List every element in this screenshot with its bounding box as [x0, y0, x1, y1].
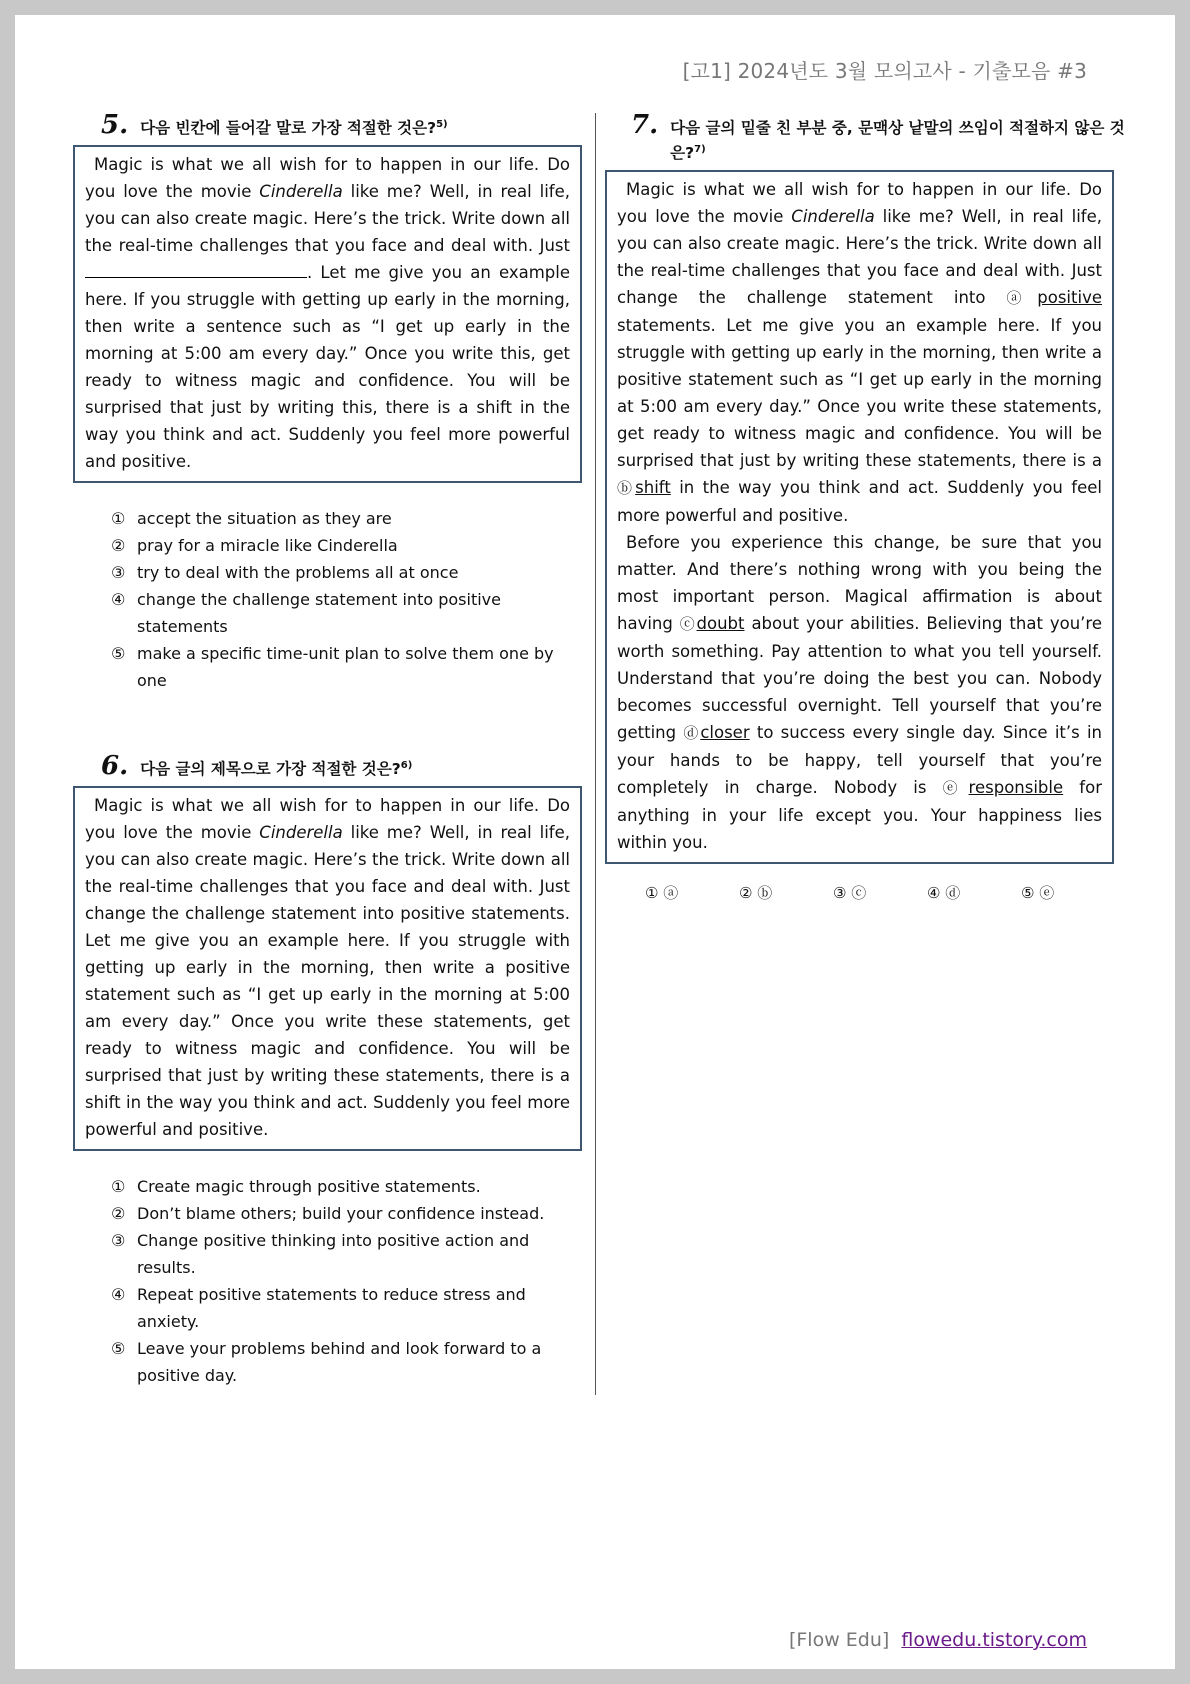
passage-text: Magic is what we all wish for to happen in our life. Do you love the movie — [85, 155, 570, 201]
option-number: ④ — [111, 1285, 126, 1304]
page-header: [고1] 2024년도 3월 모의고사 - 기출모음 #3 — [682, 59, 1087, 83]
option-text: pray for a miracle like Cinderella — [137, 536, 398, 555]
marker-d: ⓓ — [683, 724, 701, 742]
footer-link[interactable]: flowedu.tistory.com — [901, 1629, 1087, 1651]
option[interactable] — [111, 1173, 566, 1200]
option-text: try to deal with the problems all at once — [137, 563, 459, 582]
footnote-marker: 5) — [436, 118, 448, 130]
option[interactable] — [111, 1227, 566, 1281]
question-number: 7. — [631, 110, 659, 140]
option-number: ② — [111, 1204, 126, 1223]
option[interactable]: ① ⓐ — [645, 884, 679, 902]
option[interactable] — [111, 1281, 566, 1335]
question-7 — [605, 110, 1135, 903]
option-text: Don’t blame others; build your confidence instead. — [137, 1204, 545, 1223]
passage-text: statements. Let me give you an example here. If you struggle with getting up early in the morning, then write a positive statement such as “I get up early in the morning at 5:00 am every day.” Once you write these statements, get ready to witness magic and confidence. You will be surprised that just by writing these statements, there is a — [617, 316, 1102, 470]
option-text: Repeat positive statements to reduce stress and anxiety. — [137, 1285, 526, 1331]
footer-source: [Flow Edu] — [788, 1629, 890, 1651]
option-number: ⑤ — [111, 1339, 126, 1358]
passage-text: Magic is what we all wish for to happen in our life. Do you love the movie — [85, 796, 570, 842]
option-text: make a specific time-unit plan to solve them one by one — [137, 644, 554, 690]
passage-text: Magic is what we all wish for to happen in our life. Do you love the movie — [617, 180, 1102, 226]
question-6-passage — [73, 786, 582, 1151]
option-text: Create magic through positive statements. — [137, 1177, 481, 1196]
passage-text: like me? Well, in real life, you can also create magic. Here’s the trick. Write down all the real-time challenges that you face and deal with. Just change the challenge statement into — [617, 207, 1103, 307]
page-footer — [789, 1629, 1087, 1651]
question-7-title — [605, 110, 1135, 166]
marker-e: ⓔ — [942, 779, 969, 797]
option-number: ④ — [111, 590, 126, 609]
answer-blank — [85, 263, 307, 278]
right-column — [605, 110, 1135, 903]
question-text: 다음 글의 제목으로 가장 적절한 것은? — [140, 760, 401, 778]
question-5-passage — [73, 145, 582, 483]
option[interactable]: ④ ⓓ — [927, 884, 961, 902]
passage-text: like me? Well, in real life, you can also create magic. Here’s the trick. Write down all the real-time challenges that you face and deal with. Just — [85, 182, 571, 255]
passage-text: . Let me give you an example here. If you struggle with getting up early in the morning, then write a sentence such as “I get up early in the morning at 5:00 am every day.” Once you write this, get ready to witness magic and confidence. You will be surprised that just by writing this, there is a shift in the way you think and act. Suddenly you feel more powerful and positive. — [85, 263, 570, 471]
question-6-options — [111, 1173, 566, 1389]
footnote-marker: 7) — [694, 143, 706, 155]
exam-page — [15, 15, 1175, 1669]
footnote-marker: 6) — [400, 759, 413, 771]
passage-text: like me? Well, in real life, you can also create magic. Here’s the trick. Write down all the real-time challenges that you face and deal with. Just change the challenge statement into positive statements. Let me give you an example here. If you struggle with getting up early in the morning, then write a positive statement such as “I get up early in the morning at 5:00 am every day.” Once you write these statements, get ready to witness magic and confidence. You will be surprised that just by writing these statements, there is a shift in the way you think and act. Suddenly you feel more powerful and positive. — [85, 823, 571, 1139]
passage-text: for anything in your life except you. Your happiness lies within you. — [617, 778, 1102, 852]
underlined-word-b: shift — [635, 478, 671, 497]
question-7-options — [645, 882, 1135, 903]
movie-title: Cinderella — [259, 182, 343, 201]
marker-c: ⓒ — [679, 615, 697, 633]
option-text: accept the situation as they are — [137, 509, 392, 528]
question-7-passage — [605, 170, 1114, 864]
passage-text: Before you experience this change, be sure that you matter. And there’s nothing wrong with you being the most important person. Magical affirmation is about having — [617, 533, 1102, 633]
option-number: ② — [111, 536, 126, 555]
question-5-options — [111, 505, 566, 694]
underlined-word-e: responsible — [968, 778, 1064, 797]
option-number: ③ — [111, 1231, 126, 1250]
question-5-title — [73, 110, 603, 141]
movie-title: Cinderella — [791, 207, 875, 226]
question-5 — [73, 110, 603, 694]
question-number: 5. — [101, 110, 129, 140]
option[interactable]: ② ⓑ — [739, 884, 773, 902]
option-text: Change positive thinking into positive action and results. — [137, 1231, 530, 1277]
question-6 — [73, 751, 603, 1389]
option[interactable]: ⑤ ⓔ — [1021, 884, 1055, 902]
option-number: ① — [111, 1177, 126, 1196]
underlined-word-a: positive — [1037, 288, 1102, 307]
left-column — [73, 110, 603, 1389]
passage-text: in the way you think and act. Suddenly you feel more powerful and positive. — [617, 478, 1102, 525]
passage-text: to success every single day. Since it’s in your hands to be happy, tell yourself that you’re completely in charge. Nobody is — [617, 723, 1102, 797]
passage-text: about your abilities. Believing that you’re worth something. Pay attention to what you tell yourself. Understand that you’re doing the best you can. Nobody becomes successful overnight. Tell yourself that you’re getting — [617, 614, 1102, 742]
question-text: 다음 글의 밑줄 친 부분 중, 문맥상 낱말의 쓰임이 적절하지 않은 것은? — [670, 119, 1125, 162]
option[interactable] — [111, 532, 566, 559]
marker-b: ⓑ — [617, 479, 636, 497]
option[interactable] — [111, 640, 566, 694]
marker-a: ⓐ — [1006, 289, 1038, 307]
option-number: ① — [111, 509, 126, 528]
option[interactable] — [111, 1200, 566, 1227]
option[interactable]: ③ ⓒ — [833, 884, 867, 902]
option-text: Leave your problems behind and look forward to a positive day. — [137, 1339, 542, 1385]
question-number: 6. — [101, 751, 129, 781]
option-text: change the challenge statement into positive statements — [137, 590, 501, 636]
option[interactable] — [111, 559, 566, 586]
option-number: ③ — [111, 563, 126, 582]
question-text: 다음 빈칸에 들어갈 말로 가장 적절한 것은? — [140, 119, 437, 137]
option[interactable] — [111, 1335, 566, 1389]
option[interactable] — [111, 505, 566, 532]
underlined-word-d: closer — [700, 723, 750, 742]
underlined-word-c: doubt — [696, 614, 745, 633]
question-6-title — [73, 751, 603, 782]
option[interactable] — [111, 586, 566, 640]
movie-title: Cinderella — [259, 823, 343, 842]
option-number: ⑤ — [111, 644, 126, 663]
